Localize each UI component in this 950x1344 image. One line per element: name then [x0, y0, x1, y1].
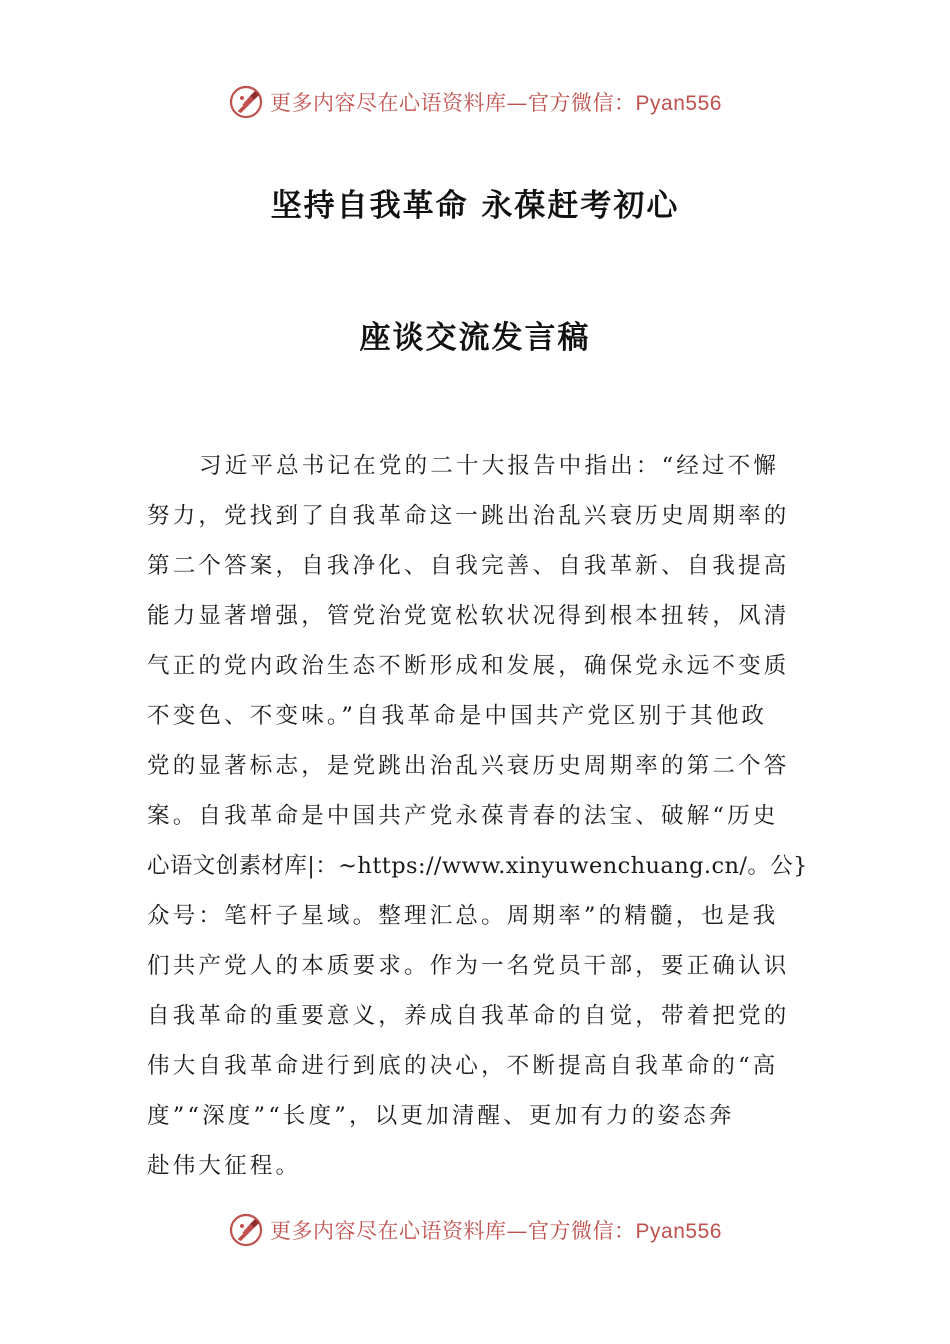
body-line: 气正的党内政治生态不断形成和发展，确保党永远不变质: [147, 653, 790, 679]
body-line: 党的显著标志，是党跳出治乱兴衰历史周期率的第二个答: [147, 753, 790, 779]
body-line: 不变色、不变味。”自我革命是中国共产党区别于其他政: [147, 703, 768, 729]
body-line: 自我革命的重要意义，养成自我革命的自觉，带着把党的: [147, 1003, 790, 1029]
document-title: 坚持自我革命 永葆赶考初心: [270, 188, 680, 224]
body-line: 伟大自我革命进行到底的决心，不断提高自我革命的“高: [147, 1053, 779, 1079]
body-line: 案。自我革命是中国共产党永葆青春的法宝、破解“历史: [147, 803, 779, 829]
body-line: 度”“深度”“长度”，以更加清醒、更加有力的姿态奔: [147, 1103, 735, 1129]
footer-banner: [0, 1208, 950, 1252]
body-line: 第二个答案，自我净化、自我完善、自我革新、自我提高: [147, 553, 790, 579]
document-subtitle: 座谈交流发言稿: [359, 320, 591, 356]
banner-official: 官方微信：: [528, 91, 636, 115]
banner-text: [270, 87, 722, 117]
banner-wechat-id: Pyan556: [635, 92, 722, 115]
body-line: 习近平总书记在党的二十大报告中指出：“经过不懈: [199, 453, 780, 479]
body-line: 众号：笔杆子星域。整理汇总。周期率”的精髓，也是我: [147, 903, 779, 929]
body-line-watermark: 心语文创素材库|：~https://www.xinyuwenchuang.cn/。公}: [147, 853, 808, 879]
banner-dash: —: [506, 1219, 529, 1243]
banner-official: 官方微信：: [528, 1219, 636, 1243]
body-line: 们共产党人的本质要求。作为一名党员干部，要正确认识: [147, 953, 790, 979]
body-line: 赴伟大征程。: [147, 1153, 302, 1179]
pen-nib-logo-icon: [228, 1212, 264, 1248]
body-paragraph: [147, 441, 807, 1191]
banner-text: [270, 1215, 722, 1245]
banner-prefix: 更多内容尽在心语资料库: [270, 1219, 507, 1243]
banner-prefix: 更多内容尽在心语资料库: [270, 91, 507, 115]
header-banner: [0, 80, 950, 124]
banner-wechat-id: Pyan556: [635, 1220, 722, 1243]
body-line: 努力，党找到了自我革命这一跳出治乱兴衰历史周期率的: [147, 503, 790, 529]
pen-nib-logo-icon: [228, 84, 264, 120]
body-line: 能力显著增强，管党治党宽松软状况得到根本扭转，风清: [147, 603, 790, 629]
banner-dash: —: [506, 91, 529, 115]
